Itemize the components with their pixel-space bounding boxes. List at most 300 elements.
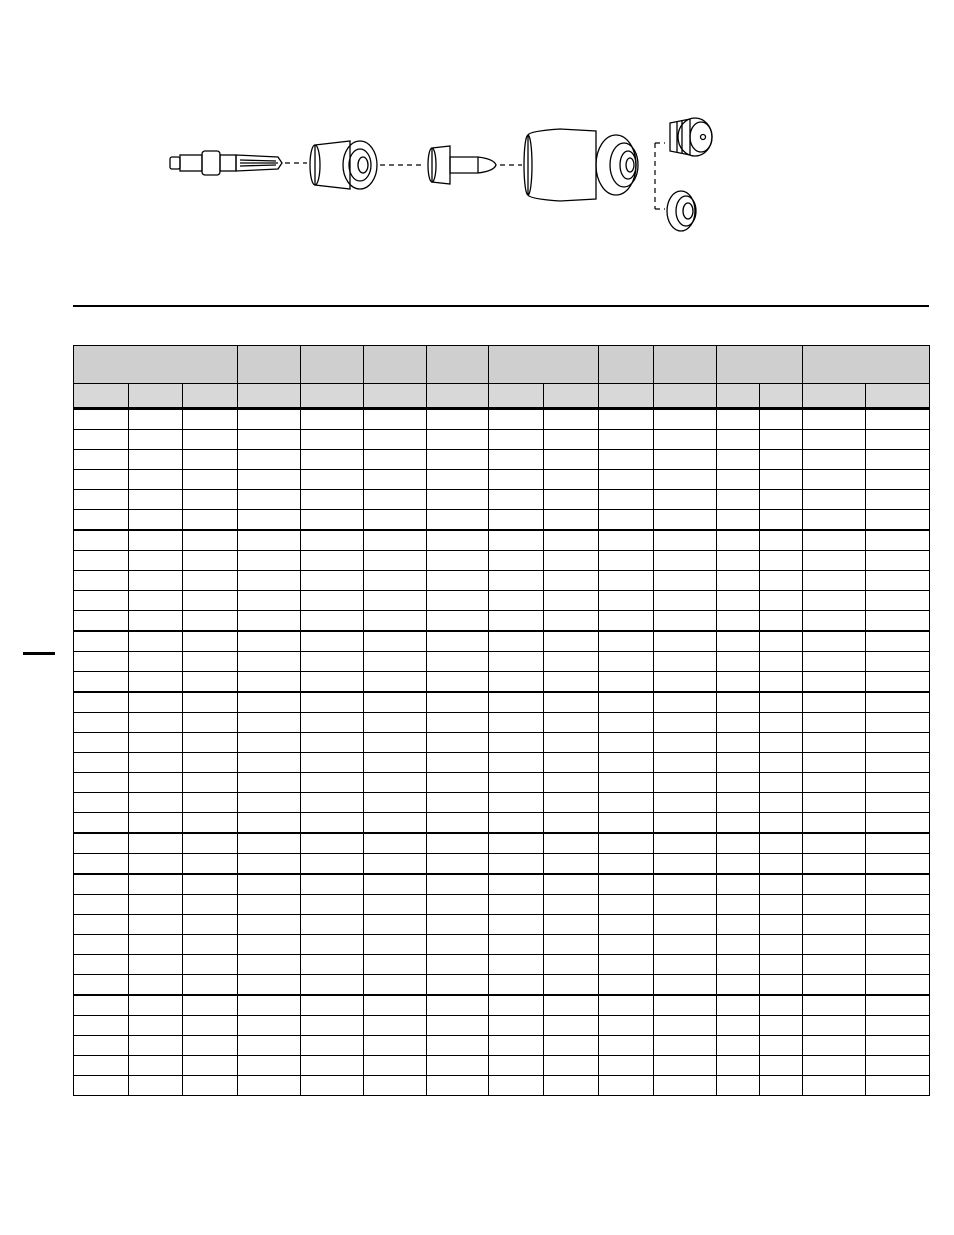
table-cell xyxy=(238,631,301,652)
table-cell xyxy=(599,895,654,915)
table-cell xyxy=(544,915,599,935)
sub-header-9 xyxy=(599,384,654,409)
table-cell xyxy=(364,611,427,632)
table-cell xyxy=(427,955,489,975)
table-cell xyxy=(238,713,301,733)
table-cell xyxy=(364,833,427,854)
table-cell xyxy=(654,813,717,834)
table-cell xyxy=(364,510,427,531)
table-cell xyxy=(238,975,301,996)
table-cell xyxy=(364,1016,427,1036)
table-cell xyxy=(238,833,301,854)
table-cell xyxy=(544,895,599,915)
table-cell xyxy=(760,652,803,672)
table-cell xyxy=(803,450,866,470)
table-cell xyxy=(427,692,489,713)
table-cell xyxy=(760,915,803,935)
table-cell xyxy=(599,813,654,834)
table-cell xyxy=(717,1036,760,1056)
table-cell xyxy=(183,409,238,430)
table-cell xyxy=(866,571,930,591)
table-cell xyxy=(183,874,238,895)
table-cell xyxy=(866,490,930,510)
table-cell xyxy=(183,571,238,591)
table-cell xyxy=(74,1016,129,1036)
table-cell xyxy=(654,995,717,1016)
table-cell xyxy=(301,753,364,773)
table-cell xyxy=(183,915,238,935)
table-cell xyxy=(129,631,183,652)
table-cell xyxy=(427,1056,489,1076)
table-cell xyxy=(544,1016,599,1036)
table-cell xyxy=(489,975,544,996)
sub-header-1 xyxy=(129,384,183,409)
table-header-row-units xyxy=(74,384,930,409)
table-cell xyxy=(717,753,760,773)
table-cell xyxy=(866,955,930,975)
table-cell xyxy=(74,895,129,915)
table-row xyxy=(74,1056,930,1076)
table-cell xyxy=(544,1076,599,1096)
table-cell xyxy=(717,833,760,854)
table-cell xyxy=(129,733,183,753)
table-cell xyxy=(654,833,717,854)
table-cell xyxy=(544,672,599,693)
table-cell xyxy=(599,854,654,875)
table-cell xyxy=(803,571,866,591)
table-row xyxy=(74,611,930,632)
table-cell xyxy=(760,631,803,652)
table-cell xyxy=(238,409,301,430)
table-cell xyxy=(599,1036,654,1056)
sub-header-7 xyxy=(489,384,544,409)
table-cell xyxy=(489,551,544,571)
table-cell xyxy=(489,1076,544,1096)
table-cell xyxy=(364,773,427,793)
table-cell xyxy=(427,530,489,551)
table-cell xyxy=(129,611,183,632)
table-row xyxy=(74,833,930,854)
table-cell xyxy=(427,813,489,834)
table-row xyxy=(74,975,930,996)
table-cell xyxy=(803,833,866,854)
table-cell xyxy=(760,813,803,834)
table-cell xyxy=(129,470,183,490)
table-cell xyxy=(803,895,866,915)
table-cell xyxy=(183,995,238,1016)
table-cell xyxy=(301,652,364,672)
table-cell xyxy=(599,490,654,510)
table-cell xyxy=(129,975,183,996)
table-cell xyxy=(129,793,183,813)
table-cell xyxy=(427,490,489,510)
table-row xyxy=(74,955,930,975)
table-cell xyxy=(74,551,129,571)
table-cell xyxy=(238,793,301,813)
table-cell xyxy=(427,611,489,632)
table-cell xyxy=(654,692,717,713)
table-cell xyxy=(866,895,930,915)
table-cell xyxy=(717,935,760,955)
table-cell xyxy=(803,551,866,571)
table-cell xyxy=(301,551,364,571)
table-cell xyxy=(803,1076,866,1096)
table-cell xyxy=(654,631,717,652)
table-cell xyxy=(489,652,544,672)
table-cell xyxy=(238,813,301,834)
table-row xyxy=(74,915,930,935)
table-cell xyxy=(760,672,803,693)
swirl-ring-part xyxy=(310,141,377,189)
table-cell xyxy=(544,409,599,430)
table-cell xyxy=(760,470,803,490)
table-cell xyxy=(427,1076,489,1096)
table-cell xyxy=(599,1076,654,1096)
table-cell xyxy=(427,713,489,733)
table-cell xyxy=(760,510,803,531)
table-cell xyxy=(74,1036,129,1056)
table-cell xyxy=(129,995,183,1016)
table-cell xyxy=(183,652,238,672)
sub-header-10 xyxy=(654,384,717,409)
table-cell xyxy=(129,833,183,854)
table-cell xyxy=(74,530,129,551)
sub-header-3 xyxy=(238,384,301,409)
table-cell xyxy=(74,874,129,895)
table-row xyxy=(74,813,930,834)
sub-header-2 xyxy=(183,384,238,409)
table-cell xyxy=(183,935,238,955)
table-cell xyxy=(866,874,930,895)
table-cell xyxy=(544,692,599,713)
table-cell xyxy=(803,995,866,1016)
table-cell xyxy=(129,591,183,611)
table-cell xyxy=(489,895,544,915)
table-cell xyxy=(364,955,427,975)
table-cell xyxy=(301,672,364,693)
table-cell xyxy=(599,1016,654,1036)
table-cell xyxy=(654,571,717,591)
table-cell xyxy=(129,409,183,430)
table-cell xyxy=(866,631,930,652)
table-row xyxy=(74,935,930,955)
table-cell xyxy=(301,874,364,895)
table-cell xyxy=(364,733,427,753)
table-cell xyxy=(760,611,803,632)
table-cell xyxy=(489,591,544,611)
table-cell xyxy=(129,813,183,834)
table-cell xyxy=(760,733,803,753)
table-cell xyxy=(238,510,301,531)
table-cell xyxy=(129,551,183,571)
table-cell xyxy=(183,490,238,510)
table-cell xyxy=(183,530,238,551)
table-cell xyxy=(760,975,803,996)
table-cell xyxy=(760,591,803,611)
table-cell xyxy=(129,1036,183,1056)
table-cell xyxy=(364,895,427,915)
table-cell xyxy=(301,1076,364,1096)
table-cell xyxy=(301,1036,364,1056)
table-cell xyxy=(427,510,489,531)
table-cell xyxy=(717,450,760,470)
table-cell xyxy=(760,571,803,591)
table-cell xyxy=(364,995,427,1016)
table-cell xyxy=(717,955,760,975)
table-cell xyxy=(599,510,654,531)
table-cell xyxy=(717,813,760,834)
table-cell xyxy=(74,1056,129,1076)
table-cell xyxy=(599,995,654,1016)
table-cell xyxy=(866,1076,930,1096)
table-cell xyxy=(74,733,129,753)
table-cell xyxy=(544,955,599,975)
table-cell xyxy=(760,753,803,773)
table-cell xyxy=(760,955,803,975)
table-cell xyxy=(599,692,654,713)
table-cell xyxy=(427,591,489,611)
table-cell xyxy=(301,510,364,531)
table-cell xyxy=(183,813,238,834)
table-cell xyxy=(717,530,760,551)
table-cell xyxy=(74,450,129,470)
table-cell xyxy=(129,955,183,975)
table-cell xyxy=(866,652,930,672)
table-cell xyxy=(654,450,717,470)
table-cell xyxy=(803,672,866,693)
table-cell xyxy=(74,773,129,793)
table-cell xyxy=(760,874,803,895)
table-cell xyxy=(74,409,129,430)
sub-header-12 xyxy=(760,384,803,409)
table-cell xyxy=(489,874,544,895)
table-cell xyxy=(760,833,803,854)
table-cell xyxy=(544,733,599,753)
header-group-8 xyxy=(717,346,803,384)
table-row xyxy=(74,510,930,531)
table-cell xyxy=(183,975,238,996)
table-row xyxy=(74,753,930,773)
table-cell xyxy=(599,672,654,693)
table-cell xyxy=(803,915,866,935)
table-cell xyxy=(654,1056,717,1076)
table-cell xyxy=(489,409,544,430)
sub-header-11 xyxy=(717,384,760,409)
table-cell xyxy=(489,955,544,975)
header-group-1 xyxy=(238,346,301,384)
table-cell xyxy=(183,713,238,733)
table-cell xyxy=(654,510,717,531)
table-cell xyxy=(301,409,364,430)
table-cell xyxy=(238,470,301,490)
table-cell xyxy=(301,955,364,975)
table-cell xyxy=(717,1076,760,1096)
table-cell xyxy=(803,530,866,551)
table-cell xyxy=(427,430,489,450)
table-cell xyxy=(717,854,760,875)
table-cell xyxy=(654,652,717,672)
table-cell xyxy=(599,955,654,975)
table-row xyxy=(74,430,930,450)
table-cell xyxy=(489,713,544,733)
table-cell xyxy=(717,510,760,531)
table-cell xyxy=(544,571,599,591)
table-row xyxy=(74,591,930,611)
table-cell xyxy=(654,1076,717,1096)
table-cell xyxy=(427,1036,489,1056)
table-cell xyxy=(654,409,717,430)
table-cell xyxy=(544,1036,599,1056)
table-cell xyxy=(364,915,427,935)
table-cell xyxy=(129,753,183,773)
table-cell xyxy=(427,874,489,895)
table-cell xyxy=(183,955,238,975)
table-cell xyxy=(654,430,717,450)
table-cell xyxy=(427,975,489,996)
table-cell xyxy=(427,1016,489,1036)
table-cell xyxy=(544,470,599,490)
table-cell xyxy=(760,895,803,915)
table-cell xyxy=(238,490,301,510)
table-cell xyxy=(74,833,129,854)
table-cell xyxy=(717,672,760,693)
table-cell xyxy=(803,935,866,955)
table-cell xyxy=(74,935,129,955)
table-cell xyxy=(183,773,238,793)
table-cell xyxy=(74,955,129,975)
table-cell xyxy=(238,895,301,915)
table-cell xyxy=(760,995,803,1016)
table-cell xyxy=(364,571,427,591)
table-cell xyxy=(654,530,717,551)
table-cell xyxy=(866,793,930,813)
table-row xyxy=(74,874,930,895)
table-cell xyxy=(364,652,427,672)
table-cell xyxy=(803,753,866,773)
table-cell xyxy=(599,915,654,935)
table-cell xyxy=(129,530,183,551)
table-cell xyxy=(803,813,866,834)
table-cell xyxy=(364,551,427,571)
table-cell xyxy=(301,611,364,632)
table-cell xyxy=(866,551,930,571)
table-cell xyxy=(866,915,930,935)
table-cell xyxy=(866,713,930,733)
table-cell xyxy=(364,1036,427,1056)
table-cell xyxy=(74,430,129,450)
table-cell xyxy=(803,713,866,733)
table-cell xyxy=(760,450,803,470)
table-cell xyxy=(489,935,544,955)
table-cell xyxy=(717,874,760,895)
table-cell xyxy=(654,874,717,895)
table-row xyxy=(74,1016,930,1036)
table-cell xyxy=(489,510,544,531)
table-cell xyxy=(654,1016,717,1036)
table-cell xyxy=(544,530,599,551)
table-cell xyxy=(183,1016,238,1036)
table-cell xyxy=(301,895,364,915)
sub-header-5 xyxy=(364,384,427,409)
table-row xyxy=(74,692,930,713)
table-cell xyxy=(866,530,930,551)
table-cell xyxy=(544,813,599,834)
consumables-exploded-diagram xyxy=(160,105,730,245)
table-cell xyxy=(489,631,544,652)
table-cell xyxy=(364,813,427,834)
table-cell xyxy=(129,935,183,955)
table-cell xyxy=(129,571,183,591)
table-cell xyxy=(427,793,489,813)
table-cell xyxy=(427,854,489,875)
table-cell xyxy=(803,409,866,430)
table-cell xyxy=(489,1036,544,1056)
table-cell xyxy=(803,955,866,975)
table-cell xyxy=(803,773,866,793)
table-cell xyxy=(760,793,803,813)
table-cell xyxy=(74,611,129,632)
table-body xyxy=(74,409,930,1096)
table-cell xyxy=(129,1076,183,1096)
table-cell xyxy=(427,551,489,571)
table-cell xyxy=(717,713,760,733)
table-row xyxy=(74,652,930,672)
table-cell xyxy=(544,591,599,611)
table-cell xyxy=(238,551,301,571)
table-cell xyxy=(599,935,654,955)
table-cell xyxy=(364,793,427,813)
table-cell xyxy=(129,652,183,672)
sub-header-6 xyxy=(427,384,489,409)
sub-header-13 xyxy=(803,384,866,409)
table-cell xyxy=(489,1056,544,1076)
table-cell xyxy=(717,733,760,753)
table-cell xyxy=(760,1076,803,1096)
table-cell xyxy=(301,915,364,935)
table-cell xyxy=(654,773,717,793)
table-cell xyxy=(364,591,427,611)
table-cell xyxy=(544,833,599,854)
table-cell xyxy=(129,773,183,793)
table-cell xyxy=(129,1056,183,1076)
table-cell xyxy=(599,874,654,895)
table-cell xyxy=(238,692,301,713)
table-cell xyxy=(427,733,489,753)
table-cell xyxy=(717,915,760,935)
table-cell xyxy=(489,672,544,693)
table-cell xyxy=(489,692,544,713)
table-cell xyxy=(301,935,364,955)
table-cell xyxy=(238,935,301,955)
sub-header-14 xyxy=(866,384,930,409)
table-cell xyxy=(364,530,427,551)
table-cell xyxy=(654,490,717,510)
table-cell xyxy=(74,591,129,611)
table-cell xyxy=(74,672,129,693)
table-cell xyxy=(238,733,301,753)
table-cell xyxy=(544,551,599,571)
table-cell xyxy=(489,470,544,490)
table-cell xyxy=(364,631,427,652)
table-cell xyxy=(544,935,599,955)
table-cell xyxy=(364,490,427,510)
table-cell xyxy=(238,753,301,773)
table-cell xyxy=(301,733,364,753)
table-cell xyxy=(803,510,866,531)
table-cell xyxy=(489,793,544,813)
table-cell xyxy=(599,793,654,813)
table-cell xyxy=(301,995,364,1016)
